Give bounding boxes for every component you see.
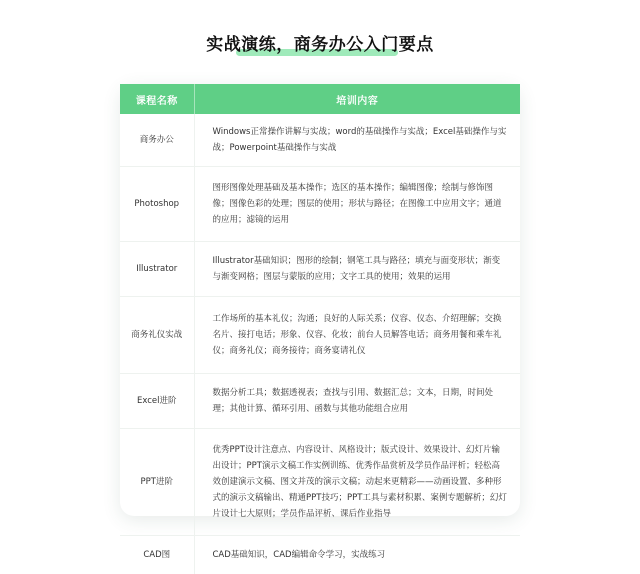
page-title-text: 实战演练，商务办公入门要点 [206,35,434,55]
header-training-content: 培训内容 [194,84,520,114]
course-table [120,84,520,574]
course-name-cell: Illustrator [120,242,194,297]
course-content-cell: 工作场所的基本礼仪；沟通；良好的人际关系；仪容、仪态、介绍理解；交换名片、接打电话；形象、仪容、化妆；前台人员解答电话；商务用餐和乘车礼仪；商务礼仪；商务接待；商务宴请礼仪 [194,297,520,374]
header-course-name: 课程名称 [120,84,194,114]
table-row [120,242,520,297]
course-content-cell: 优秀PPT设计注意点、内容设计、风格设计；版式设计、效果设计、幻灯片输出设计；PPT演示文稿工作实例训练、优秀作品赏析及学员作品评析；轻松高效创建演示文稿、图文并茂的演示文稿；动起来更精彩——动画设置、多种形式的演示文稿输出、精通PPT技巧；PPT工具与素材积累、案例专题解析；幻灯片设计七大原则；学员作品评析、课后作业指导 [194,429,520,536]
course-name-cell: CAD图 [120,536,194,574]
course-content-cell: Windows正常操作讲解与实战；word的基础操作与实战；Excel基础操作与实战；Powerpoint基础操作与实战 [194,114,520,167]
course-content-cell: CAD基础知识，CAD编辑命令学习，实战练习 [194,536,520,574]
course-content-cell: Illustrator基础知识；图形的绘制；钢笔工具与路径；填充与面变形状；渐变与渐变网格；图层与蒙版的应用；文字工具的使用；效果的运用 [194,242,520,297]
course-name-cell: PPT进阶 [120,429,194,536]
table-header-row [120,84,520,114]
table-row [120,114,520,167]
course-table-card [120,84,520,516]
table-row [120,374,520,429]
page-title [206,33,434,57]
table-row [120,429,520,536]
course-name-cell: 商务办公 [120,114,194,167]
table-row [120,167,520,242]
table-row [120,297,520,374]
course-name-cell: 商务礼仪实战 [120,297,194,374]
course-content-cell: 图形图像处理基础及基本操作；选区的基本操作；编辑图像；绘制与修饰图像；图像色彩的处理；图层的使用；形状与路径；在图像工中应用文字；通道的应用；滤镜的运用 [194,167,520,242]
course-content-cell: 数据分析工具；数据透视表；查找与引用、数据汇总；文本，日期，时间处理；其他计算、循环引用、函数与其他功能组合应用 [194,374,520,429]
course-name-cell: Excel进阶 [120,374,194,429]
table-row [120,536,520,574]
course-name-cell: Photoshop [120,167,194,242]
title-area [0,33,640,57]
